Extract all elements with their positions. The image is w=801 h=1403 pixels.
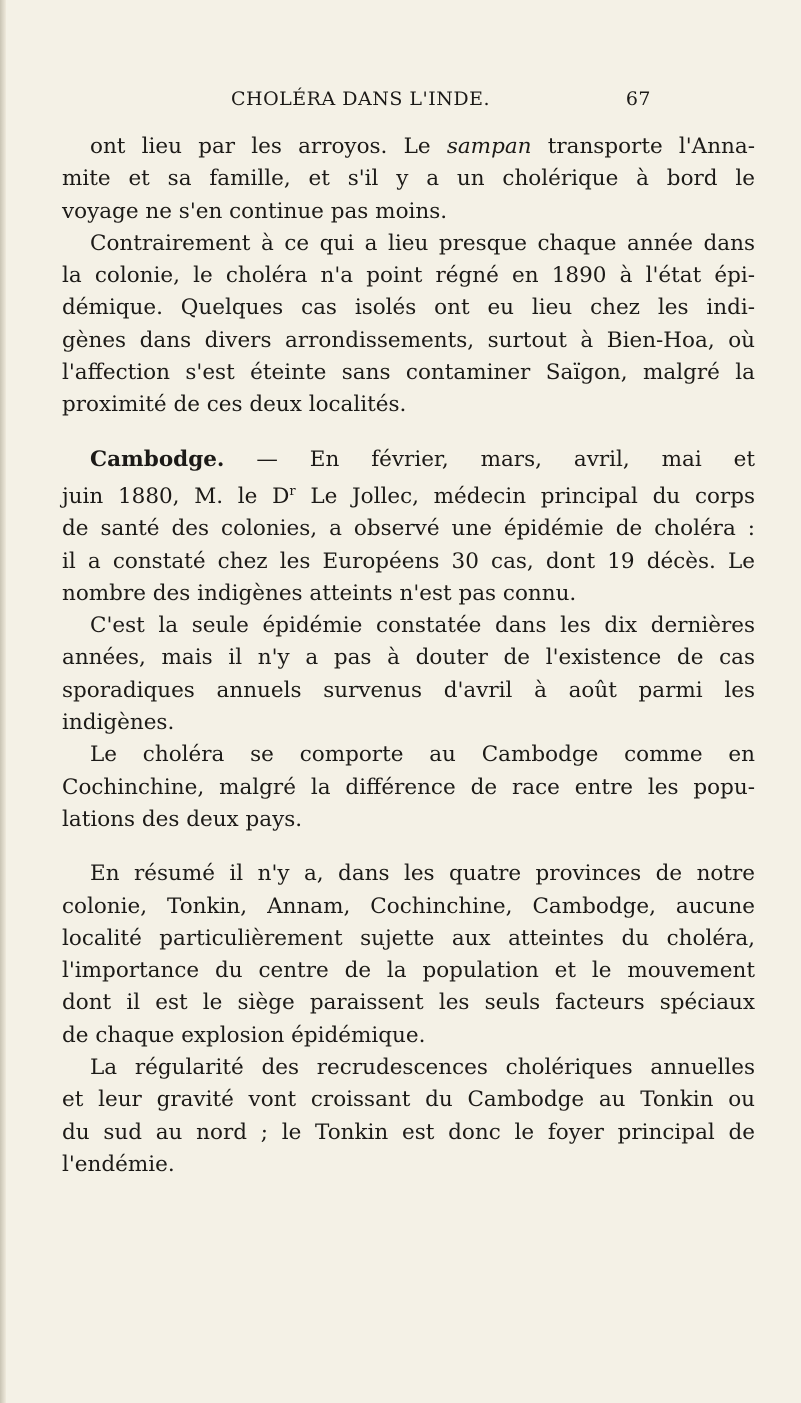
text-run: dont il est le siège paraissent les seuls facteurs spéciaux — [62, 990, 755, 1016]
text-run: C'est la seule épidémie constatée dans les dix dernières — [90, 613, 755, 639]
text-line — [62, 163, 755, 195]
text-line — [62, 955, 755, 987]
italic-term: sampan — [446, 134, 532, 159]
text-run: du sud au nord ; le Tonkin est donc le foyer principal de — [62, 1119, 755, 1145]
text-line — [62, 923, 755, 955]
text-line — [62, 891, 755, 923]
paragraph — [62, 739, 755, 836]
text-run: nombre des indigènes atteints n'est pas connu. — [62, 580, 577, 606]
text-line — [62, 357, 755, 389]
text-line — [62, 476, 755, 513]
text-run: Le Jollec, médecin principal du corps — [295, 483, 756, 509]
text-run: lations des deux pays. — [62, 806, 303, 832]
paragraph — [62, 228, 755, 422]
text-run: localité particulièrement sujette aux atteintes du choléra, — [62, 925, 755, 951]
text-line — [62, 1084, 755, 1116]
text-run: démique. Quelques cas isolés ont eu lieu chez les indi- — [62, 295, 755, 321]
text-run: La régularité des recrudescences cholériques annuelles — [90, 1055, 755, 1081]
text-run: Le choléra se comporte au Cambodge comme en — [90, 742, 755, 768]
text-run: gènes dans divers arrondissements, surtout à Bien-Hoa, où — [62, 327, 755, 353]
text-run: Cochinchine, malgré la différence de race entre les popu- — [62, 774, 755, 800]
running-head — [231, 88, 651, 110]
paragraph-gap — [62, 422, 755, 444]
text-line — [62, 858, 755, 890]
text-line — [62, 772, 755, 804]
text-run: colonie, Tonkin, Annam, Cochinchine, Cambodge, aucune — [62, 893, 755, 919]
text-run: et leur gravité vont croissant du Cambodge au Tonkin ou — [62, 1087, 755, 1113]
text-run: de santé des colonies, a observé une épidémie de choléra : — [62, 516, 755, 542]
text-run: — En février, mars, avril, mai et — [224, 446, 755, 472]
text-line — [62, 389, 755, 421]
body-text — [62, 131, 755, 1181]
text-run: il a constaté chez les Européens 30 cas, dont 19 décès. Le — [62, 548, 755, 574]
text-run: ont lieu par les arroyos. Le — [90, 134, 447, 159]
superscript: r — [289, 483, 296, 499]
paragraph — [62, 444, 755, 610]
text-run: de chaque explosion épidémique. — [62, 1022, 426, 1048]
section-heading: Cambodge. — [90, 446, 225, 472]
text-line — [62, 131, 755, 163]
paragraph — [62, 1052, 755, 1181]
text-run: proximité de ces deux localités. — [62, 392, 407, 418]
text-line — [62, 260, 755, 292]
text-run: En résumé il n'y a, dans les quatre provinces de notre — [90, 861, 755, 887]
text-run: indigènes. — [62, 710, 175, 736]
text-line — [62, 804, 755, 836]
text-run: la colonie, le choléra n'a point régné en 1890 à l'état épi- — [62, 263, 755, 289]
text-line — [62, 325, 755, 357]
text-line — [62, 642, 755, 674]
text-line — [62, 513, 755, 545]
text-line — [62, 707, 755, 739]
text-line — [62, 1117, 755, 1149]
text-run: mite et sa famille, et s'il y a un cholérique à bord le — [62, 166, 755, 192]
paragraph — [62, 858, 755, 1052]
text-run: l'affection s'est éteinte sans contaminer Saïgon, malgré la — [62, 360, 755, 386]
text-line — [62, 987, 755, 1019]
page-number: 67 — [625, 88, 651, 110]
text-line — [62, 546, 755, 578]
text-line — [62, 292, 755, 324]
text-run: transporte l'Anna- — [531, 134, 755, 159]
text-run: l'importance du centre de la population et le mouvement — [62, 958, 755, 984]
text-line — [62, 739, 755, 771]
text-run: juin 1880, M. le D — [62, 483, 290, 509]
text-line — [62, 610, 755, 642]
paragraph — [62, 131, 755, 228]
paragraph-gap — [62, 836, 755, 858]
running-head-title: CHOLÉRA DANS L'INDE. — [231, 88, 490, 110]
text-line — [62, 1020, 755, 1052]
text-line — [62, 1052, 755, 1084]
text-run: voyage ne s'en continue pas moins. — [62, 198, 448, 224]
text-line — [62, 444, 755, 476]
page-edge — [0, 0, 6, 1403]
text-run: Contrairement à ce qui a lieu presque chaque année dans — [90, 230, 755, 256]
text-run: l'endémie. — [62, 1151, 175, 1177]
paragraph — [62, 610, 755, 739]
text-line — [62, 675, 755, 707]
text-line — [62, 196, 755, 228]
text-line — [62, 228, 755, 260]
text-run: années, mais il n'y a pas à douter de l'existence de cas — [62, 645, 755, 671]
text-line — [62, 1149, 755, 1181]
text-line — [62, 578, 755, 610]
text-run: sporadiques annuels survenus d'avril à août parmi les — [62, 677, 755, 703]
